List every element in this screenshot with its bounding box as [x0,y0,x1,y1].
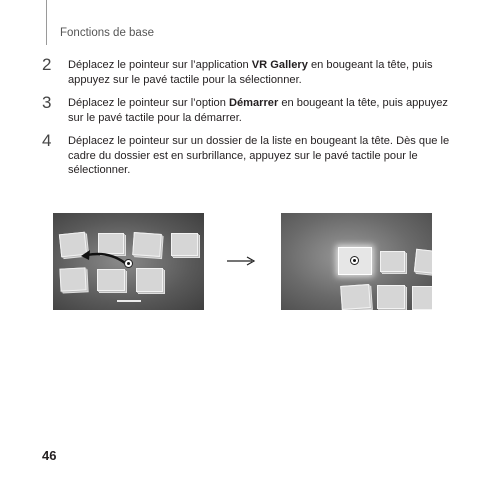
folder-tile-highlighted [338,247,372,275]
folder-tile [414,249,432,274]
steps-list [42,55,452,187]
folder-tile [380,251,405,272]
app-name: VR Gallery [251,59,308,71]
option-name: Démarrer [228,97,279,109]
pointer-cursor-icon [350,256,359,265]
step-text: Déplacez le pointeur sur l’application VR Gallery en bougeant la tête, puis appuyez sur le pavé tactile pour la sélectionner. [68,59,433,86]
step-number: 2 [42,55,52,74]
step-item [42,55,452,87]
scroll-indicator [117,300,141,302]
step-text: Déplacez le pointeur sur l’option Démarrer en bougeant la tête, puis appuyez sur le pavé tactile pour la démarrer. [68,97,448,124]
step-item [42,93,452,125]
move-arrow-icon [79,247,129,269]
step-number: 3 [42,93,52,112]
folder-tile [97,269,125,291]
folder-tile [59,267,86,291]
page-number: 46 [42,448,57,463]
header-rule [46,0,47,45]
step-number: 4 [42,131,52,150]
step-item [42,131,452,178]
folder-tile [132,232,162,257]
step-text: Déplacez le pointeur sur un dossier de la liste en bougeant la tête. Dès que le cadre du dossier est en surbrillance, appuyez sur le pavé tactile pour le sélectionner. [68,135,450,176]
folder-tile [340,284,371,310]
section-title: Fonctions de base [60,27,154,39]
folder-tile [136,268,163,292]
folder-tile [171,233,198,256]
gallery-screen-after [281,213,432,310]
right-arrow-icon [226,256,256,266]
pointer-cursor-icon [124,259,133,268]
gallery-screen-before [53,213,204,310]
folder-tile [377,285,405,309]
folder-tile [412,286,432,310]
